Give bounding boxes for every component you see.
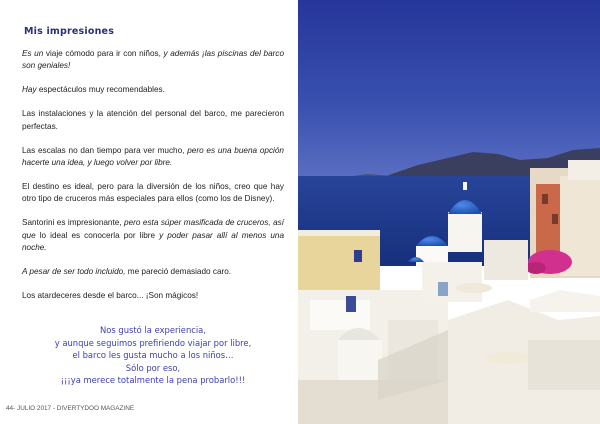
- text-run: A pesar de ser todo incluido,: [22, 266, 128, 276]
- closing-note: [22, 324, 284, 387]
- paragraph: [22, 48, 284, 73]
- paragraph: [22, 145, 284, 170]
- text-run: y poder pasar allí al menos una noche.: [22, 230, 284, 252]
- paragraph: [22, 217, 284, 254]
- paragraph: [22, 266, 284, 278]
- text-run: espectáculos muy recomendables.: [36, 85, 165, 95]
- closing-line: Nos gustó la experiencia,: [100, 325, 206, 335]
- closing-line: Sólo por eso,: [125, 362, 181, 373]
- text-run: Las escalas no dan tiempo para ver mucho,: [22, 145, 188, 155]
- text-run: Los atardeceres desde el barco... ¡Son mágicos!: [22, 290, 199, 300]
- paragraph: [22, 108, 284, 133]
- text-run: Las instalaciones y la atención del personal del barco, me parecieron perfectas.: [22, 109, 284, 131]
- text-run: y además ¡las piscinas del barco son geniales!: [22, 49, 285, 71]
- paragraph-list: [22, 48, 284, 314]
- text-column: [0, 0, 298, 424]
- text-run: Es un: [22, 49, 44, 58]
- closing-line: el barco les gusta mucho a los niños…: [72, 350, 234, 361]
- section-heading: Mis impresiones: [24, 26, 115, 37]
- text-run: Hay: [22, 85, 37, 95]
- text-run: pero es una buena opción hacerte una idea, y luego volver por libre.: [22, 145, 284, 167]
- text-run: viaje cómodo para ir con niños,: [43, 49, 164, 58]
- page-footer: 44- JULIO 2017 - DIVERTYDOO MAGAZINE: [6, 405, 135, 412]
- paragraph: [22, 181, 284, 206]
- sky: [298, 0, 600, 178]
- photo-illustration: [298, 0, 600, 424]
- text-run: me pareció demasiado caro.: [127, 266, 232, 276]
- santorini-photo: [298, 0, 600, 424]
- paragraph: [22, 290, 284, 302]
- text-run: lo ideal es conocerla por libre: [39, 230, 160, 240]
- closing-line: ¡¡¡ya merece totalmente la pena probarlo!!!: [60, 375, 246, 386]
- text-run: El destino es ideal, pero para la diversión de los niños, creo que hay otro tipo de cruceros más especiales para ellos (como los de Disney).: [22, 181, 284, 204]
- text-run: Santorini es impresionante,: [22, 218, 125, 228]
- closing-line: y aunque seguimos prefiriendo viajar por libre,: [54, 337, 252, 348]
- paragraph: [22, 84, 284, 96]
- text-run: pero esta súper masificada de cruceros, así que: [22, 218, 284, 240]
